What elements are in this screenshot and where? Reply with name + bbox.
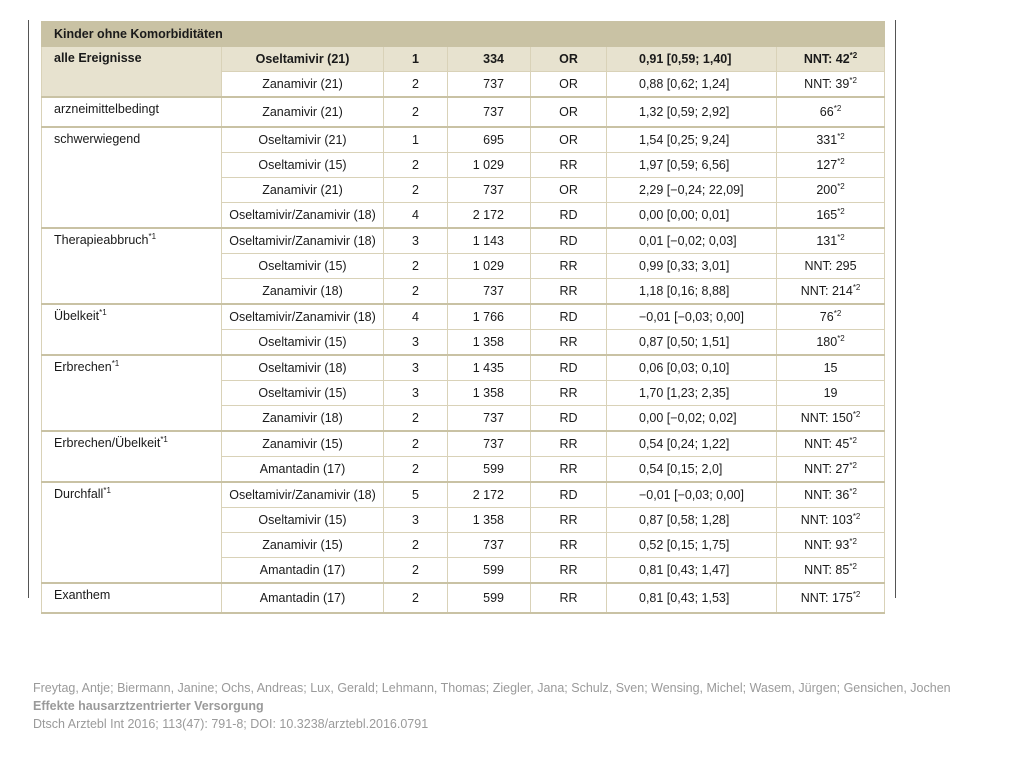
effect-estimate-cell: 0,88 [0,62; 1,24] <box>607 72 777 98</box>
table-row <box>42 583 885 613</box>
footnote-marker: *2 <box>849 461 857 470</box>
effect-estimate-cell: 1,97 [0,59; 6,56] <box>607 153 777 178</box>
patients-count-cell: 1 358 <box>448 330 531 356</box>
event-category-cell <box>42 583 222 613</box>
studies-count-cell: 2 <box>384 254 448 279</box>
table-header-title: Kinder ohne Komorbiditäten <box>42 22 885 47</box>
effect-measure-cell: RR <box>531 279 607 305</box>
nnt-value: 165 <box>816 208 838 222</box>
studies-count-cell: 2 <box>384 457 448 483</box>
table-frame-right-border <box>895 20 896 598</box>
footnote-marker: *2 <box>837 233 845 242</box>
drug-cell: Oseltamivir (15) <box>222 153 384 178</box>
effect-measure-cell: RR <box>531 457 607 483</box>
drug-cell: Zanamivir (15) <box>222 533 384 558</box>
nnt-cell <box>777 558 885 584</box>
footnote-marker: *1 <box>148 232 157 241</box>
effect-measure-cell: RR <box>531 381 607 406</box>
patients-count-cell: 737 <box>448 533 531 558</box>
studies-count-cell: 3 <box>384 330 448 356</box>
effect-measure-cell: RR <box>531 558 607 584</box>
footnote-marker: *2 <box>833 309 842 318</box>
footnote-marker: *2 <box>852 410 861 419</box>
nnt-value: 66 <box>819 105 834 119</box>
drug-cell: Amantadin (17) <box>222 583 384 613</box>
event-category-label: schwerwiegend <box>54 132 141 146</box>
nnt-value: 127 <box>816 158 838 172</box>
nnt-cell <box>777 431 885 457</box>
drug-cell: Oseltamivir (18) <box>222 355 384 381</box>
nnt-value: NNT: 150 <box>800 411 853 425</box>
effect-measure-cell: OR <box>531 47 607 72</box>
drug-cell: Oseltamivir/Zanamivir (18) <box>222 203 384 229</box>
nnt-cell <box>777 406 885 432</box>
effect-estimate-cell: 0,01 [−0,02; 0,03] <box>607 228 777 254</box>
patients-count-cell: 599 <box>448 558 531 584</box>
event-category-cell <box>42 482 222 583</box>
patients-count-cell: 737 <box>448 279 531 305</box>
nnt-value: NNT: 36 <box>804 488 850 502</box>
studies-count-cell: 3 <box>384 355 448 381</box>
caption-title: Effekte hausarztzentrierter Versorgung <box>33 699 264 713</box>
patients-count-cell: 1 435 <box>448 355 531 381</box>
drug-cell: Zanamivir (18) <box>222 406 384 432</box>
effect-estimate-cell: 1,70 [1,23; 2,35] <box>607 381 777 406</box>
nnt-value: NNT: 93 <box>804 538 850 552</box>
effect-estimate-cell: −0,01 [−0,03; 0,00] <box>607 304 777 330</box>
nnt-cell <box>777 203 885 229</box>
effect-measure-cell: RR <box>531 583 607 613</box>
effect-measure-cell: RD <box>531 304 607 330</box>
table-row <box>42 97 885 127</box>
studies-count-cell: 2 <box>384 153 448 178</box>
nnt-cell <box>777 72 885 98</box>
patients-count-cell: 599 <box>448 583 531 613</box>
nnt-value: NNT: 85 <box>804 563 850 577</box>
patients-count-cell: 1 358 <box>448 508 531 533</box>
effect-measure-cell: RR <box>531 330 607 356</box>
footnote-marker: *2 <box>837 157 845 166</box>
effect-measure-cell: RR <box>531 533 607 558</box>
studies-count-cell: 1 <box>384 127 448 153</box>
nnt-value: NNT: 27 <box>804 462 850 476</box>
studies-count-cell: 4 <box>384 304 448 330</box>
effect-measure-cell: RD <box>531 482 607 508</box>
table-row <box>42 304 885 330</box>
nnt-cell <box>777 279 885 305</box>
event-category-cell <box>42 228 222 304</box>
drug-cell: Oseltamivir (21) <box>222 47 384 72</box>
drug-cell: Oseltamivir/Zanamivir (18) <box>222 482 384 508</box>
nnt-value: NNT: 175 <box>800 591 853 605</box>
nnt-cell <box>777 583 885 613</box>
effect-estimate-cell: 2,29 [−0,24; 22,09] <box>607 178 777 203</box>
patients-count-cell: 695 <box>448 127 531 153</box>
effect-estimate-cell: 0,99 [0,33; 3,01] <box>607 254 777 279</box>
studies-count-cell: 2 <box>384 97 448 127</box>
nnt-value: 15 <box>823 361 838 375</box>
nnt-cell <box>777 153 885 178</box>
footnote-marker: *2 <box>849 436 857 445</box>
event-category-cell <box>42 431 222 482</box>
table-frame-left-border <box>28 20 29 598</box>
footnote-marker: *2 <box>849 537 857 546</box>
event-category-cell <box>42 127 222 228</box>
table-row <box>42 47 885 72</box>
effect-measure-cell: RD <box>531 228 607 254</box>
footnote-marker: *2 <box>833 104 842 113</box>
effect-estimate-cell: 0,54 [0,24; 1,22] <box>607 431 777 457</box>
footnote-marker: *2 <box>849 51 858 60</box>
footnote-marker: *2 <box>837 132 845 141</box>
studies-count-cell: 2 <box>384 533 448 558</box>
nnt-cell <box>777 457 885 483</box>
effect-estimate-cell: 0,91 [0,59; 1,40] <box>607 47 777 72</box>
effect-estimate-cell: 0,52 [0,15; 1,75] <box>607 533 777 558</box>
caption-citation: Dtsch Arztebl Int 2016; 113(47): 791-8; DOI: 10.3238/arztebl.2016.0791 <box>33 717 429 731</box>
nnt-value: NNT: 42 <box>803 52 850 66</box>
drug-cell: Oseltamivir (15) <box>222 508 384 533</box>
nnt-value: NNT: 295 <box>804 259 857 273</box>
studies-count-cell: 2 <box>384 406 448 432</box>
footnote-marker: *1 <box>99 308 107 317</box>
effect-estimate-cell: 1,54 [0,25; 9,24] <box>607 127 777 153</box>
effect-measure-cell: OR <box>531 72 607 98</box>
effect-estimate-cell: 0,81 [0,43; 1,53] <box>607 583 777 613</box>
studies-count-cell: 3 <box>384 381 448 406</box>
nnt-value: NNT: 103 <box>800 513 853 527</box>
drug-cell: Oseltamivir/Zanamivir (18) <box>222 228 384 254</box>
nnt-cell <box>777 482 885 508</box>
patients-count-cell: 1 766 <box>448 304 531 330</box>
studies-count-cell: 2 <box>384 558 448 584</box>
effect-estimate-cell: −0,01 [−0,03; 0,00] <box>607 482 777 508</box>
footnote-marker: *2 <box>837 182 845 191</box>
patients-count-cell: 1 029 <box>448 153 531 178</box>
nnt-cell <box>777 228 885 254</box>
drug-cell: Amantadin (17) <box>222 558 384 584</box>
table-row <box>42 482 885 508</box>
footnote-marker: *2 <box>849 487 857 496</box>
patients-count-cell: 2 172 <box>448 482 531 508</box>
event-category-label: Erbrechen <box>54 360 112 374</box>
event-category-label: arzneimittelbedingt <box>54 102 159 116</box>
studies-count-cell: 2 <box>384 431 448 457</box>
nnt-cell <box>777 254 885 279</box>
nnt-cell <box>777 47 885 72</box>
patients-count-cell: 737 <box>448 97 531 127</box>
nnt-cell <box>777 178 885 203</box>
drug-cell: Amantadin (17) <box>222 457 384 483</box>
effect-measure-cell: RD <box>531 203 607 229</box>
event-category-label: alle Ereignisse <box>54 51 142 65</box>
effect-measure-cell: OR <box>531 127 607 153</box>
table-row <box>42 355 885 381</box>
effect-measure-cell: RD <box>531 355 607 381</box>
nnt-cell <box>777 330 885 356</box>
nnt-cell <box>777 304 885 330</box>
effect-measure-cell: RD <box>531 406 607 432</box>
drug-cell: Oseltamivir (15) <box>222 330 384 356</box>
drug-cell: Zanamivir (15) <box>222 431 384 457</box>
patients-count-cell: 1 358 <box>448 381 531 406</box>
nnt-cell <box>777 508 885 533</box>
event-category-cell <box>42 97 222 127</box>
event-category-label: Erbrechen/Übelkeit <box>54 436 161 450</box>
nnt-cell <box>777 355 885 381</box>
studies-count-cell: 4 <box>384 203 448 229</box>
patients-count-cell: 1 143 <box>448 228 531 254</box>
footnote-marker: *2 <box>852 512 861 521</box>
studies-count-cell: 3 <box>384 508 448 533</box>
drug-cell: Zanamivir (21) <box>222 72 384 98</box>
table-row <box>42 127 885 153</box>
table-row <box>42 431 885 457</box>
footnote-marker: *2 <box>837 334 845 343</box>
effect-estimate-cell: 1,18 [0,16; 8,88] <box>607 279 777 305</box>
figure-caption <box>33 679 951 733</box>
footnote-marker: *2 <box>852 283 861 292</box>
table-header-row <box>42 22 885 47</box>
patients-count-cell: 2 172 <box>448 203 531 229</box>
drug-cell: Oseltamivir/Zanamivir (18) <box>222 304 384 330</box>
effect-measure-cell: OR <box>531 97 607 127</box>
nnt-value: 76 <box>819 310 834 324</box>
drug-cell: Zanamivir (21) <box>222 178 384 203</box>
effect-estimate-cell: 0,81 [0,43; 1,47] <box>607 558 777 584</box>
footnote-marker: *1 <box>160 435 168 444</box>
studies-count-cell: 2 <box>384 178 448 203</box>
footnote-marker: *2 <box>837 207 845 216</box>
studies-count-cell: 2 <box>384 279 448 305</box>
event-category-cell <box>42 47 222 98</box>
nnt-value: 131 <box>816 234 838 248</box>
drug-cell: Zanamivir (18) <box>222 279 384 305</box>
nnt-value: 180 <box>816 335 838 349</box>
drug-cell: Oseltamivir (15) <box>222 254 384 279</box>
nnt-value: 19 <box>823 386 838 400</box>
nnt-value: NNT: 39 <box>804 77 850 91</box>
effect-estimate-cell: 0,87 [0,58; 1,28] <box>607 508 777 533</box>
patients-count-cell: 737 <box>448 406 531 432</box>
nnt-cell <box>777 533 885 558</box>
footnote-marker: *1 <box>111 359 120 368</box>
studies-count-cell: 5 <box>384 482 448 508</box>
event-category-label: Exanthem <box>54 588 111 602</box>
drug-cell: Zanamivir (21) <box>222 97 384 127</box>
nnt-value: 200 <box>816 183 838 197</box>
effect-estimate-cell: 0,06 [0,03; 0,10] <box>607 355 777 381</box>
footnote-marker: *2 <box>849 562 857 571</box>
patients-count-cell: 334 <box>448 47 531 72</box>
footnote-marker: *2 <box>852 590 861 599</box>
nnt-cell <box>777 381 885 406</box>
patients-count-cell: 1 029 <box>448 254 531 279</box>
effect-measure-cell: RR <box>531 431 607 457</box>
nnt-value: NNT: 214 <box>800 284 853 298</box>
effect-estimate-cell: 0,54 [0,15; 2,0] <box>607 457 777 483</box>
effect-estimate-cell: 0,00 [−0,02; 0,02] <box>607 406 777 432</box>
effect-estimate-cell: 0,00 [0,00; 0,01] <box>607 203 777 229</box>
event-category-label: Therapieabbruch <box>54 233 149 247</box>
effect-estimate-cell: 1,32 [0,59; 2,92] <box>607 97 777 127</box>
nnt-cell <box>777 127 885 153</box>
event-category-label: Übelkeit <box>54 309 100 323</box>
footnote-marker: *2 <box>849 76 857 85</box>
studies-count-cell: 2 <box>384 583 448 613</box>
effect-estimate-cell: 0,87 [0,50; 1,51] <box>607 330 777 356</box>
patients-count-cell: 737 <box>448 72 531 98</box>
nnt-cell <box>777 97 885 127</box>
effect-measure-cell: RR <box>531 153 607 178</box>
results-table-container <box>41 21 884 614</box>
nnt-value: 331 <box>816 133 838 147</box>
nnt-value: NNT: 45 <box>804 437 850 451</box>
studies-count-cell: 3 <box>384 228 448 254</box>
caption-authors: Freytag, Antje; Biermann, Janine; Ochs, Andreas; Lux, Gerald; Lehmann, Thomas; Ziegler, Jana; Schulz, Sven; Wensing, Michel; Wasem, Jürgen; Gensichen, Jochen <box>33 681 951 695</box>
studies-count-cell: 2 <box>384 72 448 98</box>
drug-cell: Oseltamivir (21) <box>222 127 384 153</box>
effect-measure-cell: RR <box>531 508 607 533</box>
patients-count-cell: 599 <box>448 457 531 483</box>
event-category-cell <box>42 304 222 355</box>
table-row <box>42 228 885 254</box>
effect-measure-cell: OR <box>531 178 607 203</box>
event-category-cell <box>42 355 222 431</box>
patients-count-cell: 737 <box>448 431 531 457</box>
effect-measure-cell: RR <box>531 254 607 279</box>
patients-count-cell: 737 <box>448 178 531 203</box>
event-category-label: Durchfall <box>54 487 104 501</box>
drug-cell: Oseltamivir (15) <box>222 381 384 406</box>
results-table <box>41 21 885 614</box>
studies-count-cell: 1 <box>384 47 448 72</box>
footnote-marker: *1 <box>103 486 111 495</box>
